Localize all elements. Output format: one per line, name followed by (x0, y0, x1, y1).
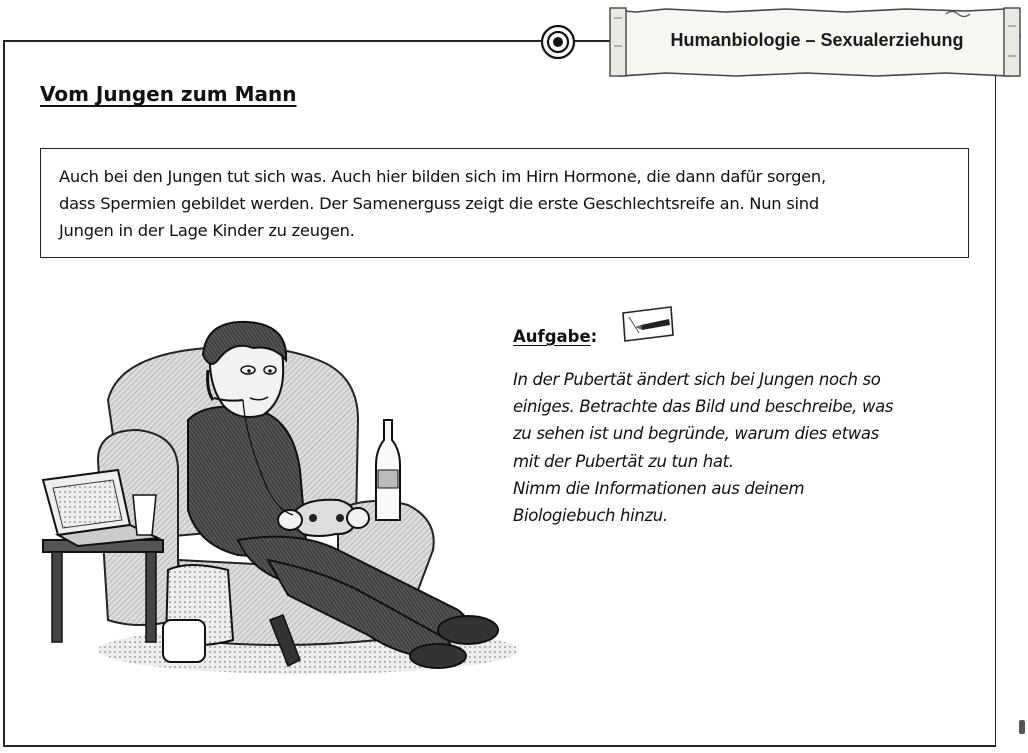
info-line: Auch bei den Jungen tut sich was. Auch hier bilden sich im Hirn Hormone, die dann dafür sorgen, (59, 167, 826, 186)
teen-boy-in-armchair-illustration (38, 320, 528, 680)
writing-pen-icon (617, 303, 677, 345)
edge-mark (1019, 720, 1025, 734)
info-line: dass Spermien gebildet werden. Der Samenerguss zeigt die erste Geschlechtsreife an. Nun sind (59, 194, 819, 213)
target-icon (540, 24, 576, 60)
task-label: Aufgabe (513, 327, 591, 346)
task-line: In der Pubertät ändert sich bei Jungen noch so (513, 370, 881, 389)
task-line: Biologiebuch hinzu. (513, 506, 668, 526)
task-label-colon: : (590, 327, 598, 346)
banner-title: Humanbiologie – Sexualerziehung (670, 30, 964, 50)
info-text (59, 163, 959, 244)
task-text (513, 366, 983, 529)
page-title: Vom Jungen zum Mann (40, 82, 297, 106)
task-line: zu sehen ist und begründe, warum dies etwas (513, 424, 879, 444)
task-line: Nimm die Informationen aus deinem (513, 478, 805, 498)
info-line: Jungen in der Lage Kinder zu zeugen. (59, 221, 355, 240)
task-line: mit der Pubertät zu tun hat. (513, 451, 734, 471)
task-line: einiges. Betrachte das Bild und beschreibe, was (513, 397, 894, 417)
info-box (40, 148, 969, 258)
